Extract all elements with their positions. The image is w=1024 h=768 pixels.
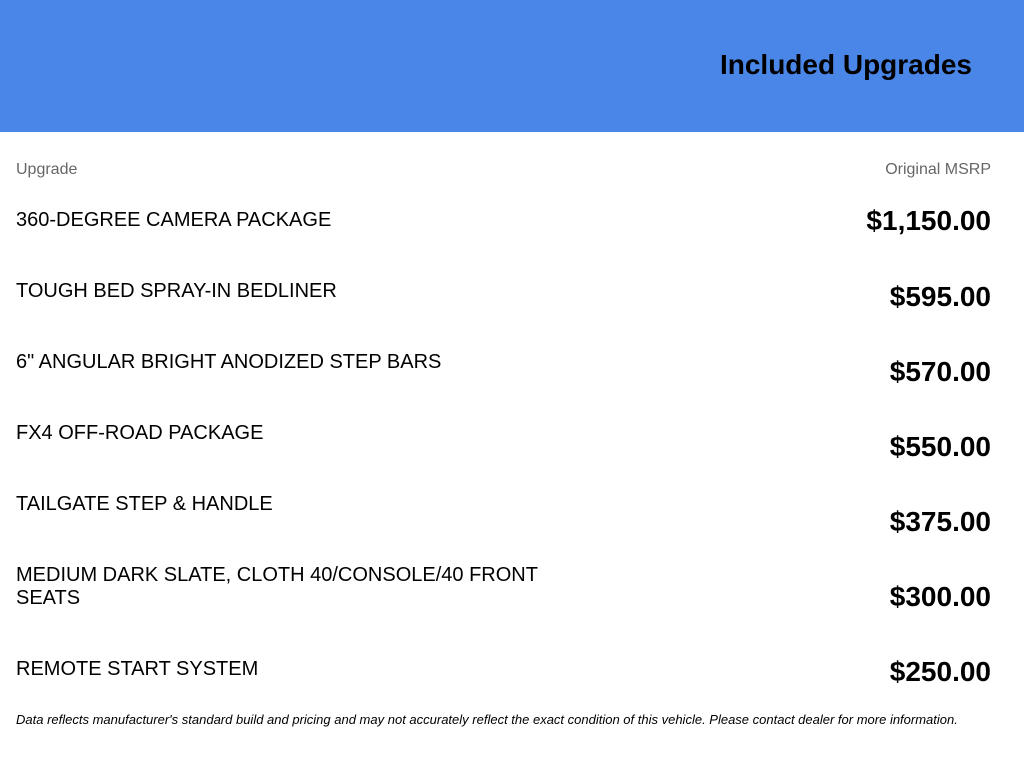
column-header-upgrade: Upgrade [16,161,78,178]
upgrade-price: $550.00 [889,431,991,462]
upgrade-price: $595.00 [889,281,991,312]
upgrade-name: TOUGH BED SPRAY-IN BEDLINER [16,280,337,302]
upgrade-name: FX4 OFF-ROAD PACKAGE [16,422,264,444]
upgrade-price: $375.00 [889,506,991,537]
upgrade-name: TAILGATE STEP & HANDLE [16,493,273,515]
header-banner [0,0,1024,132]
upgrade-price: $300.00 [889,581,991,612]
column-header-msrp: Original MSRP [885,161,991,178]
upgrade-name: 360-DEGREE CAMERA PACKAGE [16,209,332,231]
upgrade-price: $570.00 [889,356,991,387]
upgrade-name: REMOTE START SYSTEM [16,658,259,680]
upgrade-name: MEDIUM DARK SLATE, CLOTH 40/CONSOLE/40 FRONT SEATS [16,564,538,609]
page-title: Included Upgrades [719,49,972,80]
upgrade-price: $250.00 [889,656,991,687]
disclaimer-text: Data reflects manufacturer's standard build and pricing and may not accurately reflect the exact condition of this vehicle. Please contact dealer for more information. [16,712,958,727]
upgrade-price: $1,150.00 [866,205,991,236]
upgrade-name: 6" ANGULAR BRIGHT ANODIZED STEP BARS [16,351,442,373]
